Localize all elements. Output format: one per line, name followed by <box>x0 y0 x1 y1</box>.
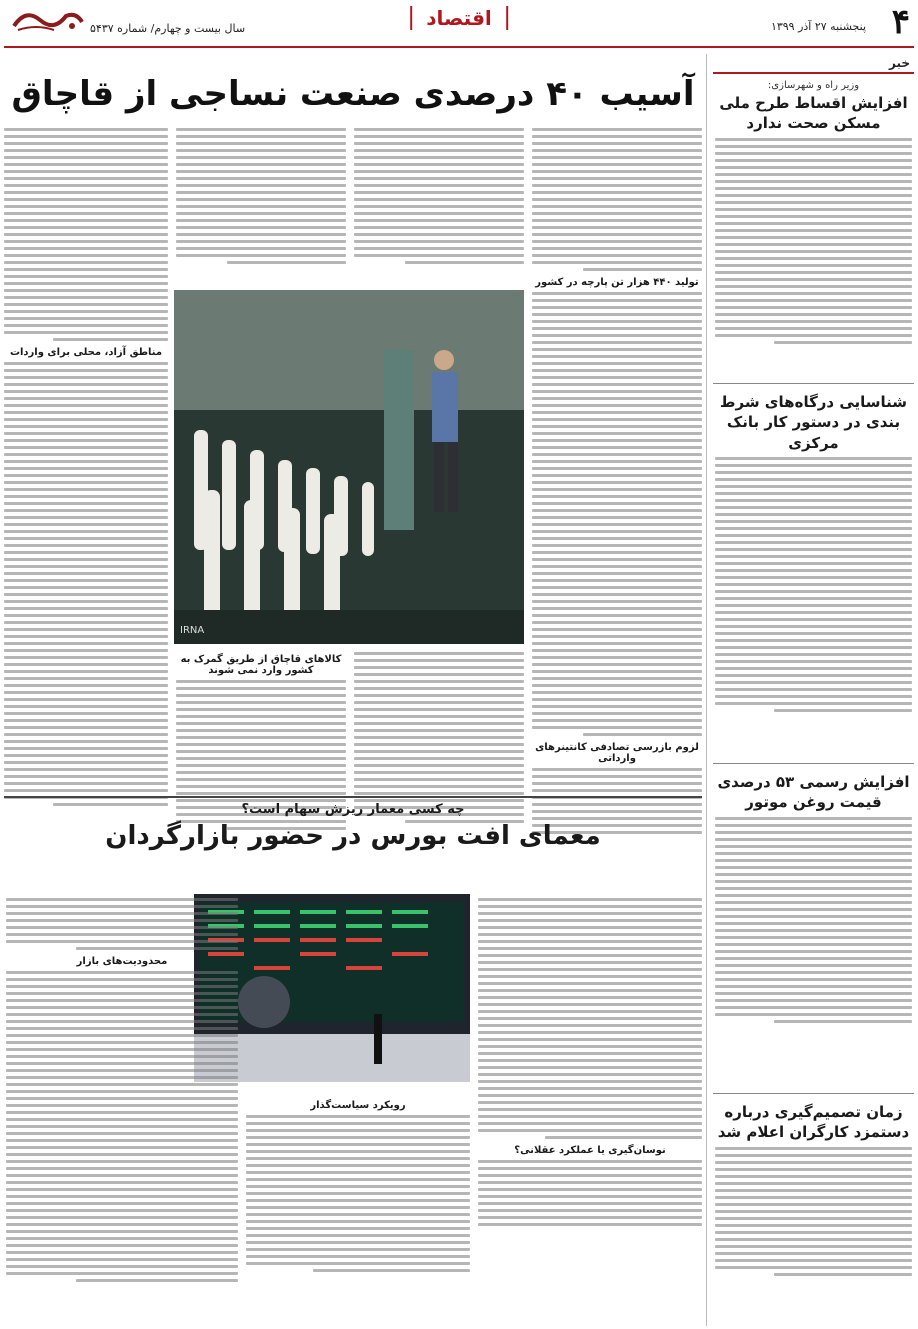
body-text-placeholder <box>715 1147 912 1276</box>
sidebar-headline: شناسایی درگاه‌های شرط بندی در دستور کار بانک مرکزی <box>719 393 908 452</box>
story-column <box>246 1094 470 1324</box>
sidebar-tag: خبر <box>713 54 914 74</box>
second-headline: معمای افت بورس در حضور بازارگردان <box>105 821 601 851</box>
story-column <box>478 894 702 1324</box>
story-column <box>354 124 524 284</box>
story-subhead: نوسان‌گیری یا عملکرد عقلانی؟ <box>514 1145 666 1156</box>
photo-credit: IRNA <box>180 625 205 636</box>
sidebar-item-housing <box>713 74 914 384</box>
issue-date: پنجشنبه ۲۷ آذر ۱۳۹۹ <box>770 20 866 33</box>
newspaper-logo <box>6 2 86 36</box>
story-column <box>4 124 168 860</box>
page-number: ۴ <box>891 2 910 42</box>
story-subhead: محدودیت‌های بازار <box>76 956 168 967</box>
news-sidebar <box>706 54 914 1326</box>
story-column <box>532 124 702 860</box>
masthead <box>0 0 918 50</box>
lead-story <box>4 124 702 864</box>
story-subhead: لزوم بازرسی تصادفی کانتینرهای وارداتی <box>535 742 699 764</box>
body-text-placeholder <box>715 817 912 1023</box>
sidebar-kicker: وزیر راه و شهرسازی: <box>767 80 860 91</box>
sidebar-item-wages <box>713 1094 914 1324</box>
section-title: اقتصاد <box>410 6 508 30</box>
story-kicker: چه کسی معمار ریزش سهام است؟ <box>241 802 465 817</box>
main-area <box>4 54 702 1326</box>
sidebar-item-motor-oil <box>713 764 914 1094</box>
story-column <box>176 124 346 284</box>
textile-factory-photo <box>174 290 524 644</box>
issue-number: سال بیست و چهارم/ شماره ۵۴۳۷ <box>90 22 246 35</box>
sidebar-item-betting <box>713 384 914 764</box>
sidebar-headline: افزایش اقساط طرح ملی مسکن صحت ندارد <box>719 94 908 133</box>
story-subhead: کالاهای قاچاق از طریق گمرک به کشور وارد نمی شوند <box>180 654 342 676</box>
body-text-placeholder <box>715 138 912 344</box>
story-subhead: تولید ۴۴۰ هزار تن پارچه در کشور <box>535 277 699 288</box>
story-subhead: مناطق آزاد، محلی برای واردات <box>9 347 163 358</box>
masthead-rule <box>4 46 914 48</box>
sidebar-headline: افزایش رسمی ۵۳ درصدی قیمت روغن موتور <box>717 773 910 812</box>
story-subhead: رویکرد سیاست‌گذار <box>310 1100 406 1111</box>
story-column <box>6 894 238 1324</box>
second-story <box>4 796 702 1326</box>
sidebar-headline: زمان تصمیم‌گیری درباره دستمزد کارگران اعلام شد <box>717 1103 910 1142</box>
lead-headline: آسیب ۴۰ درصدی صنعت نساجی از قاچاق <box>11 74 695 114</box>
body-text-placeholder <box>715 457 912 712</box>
